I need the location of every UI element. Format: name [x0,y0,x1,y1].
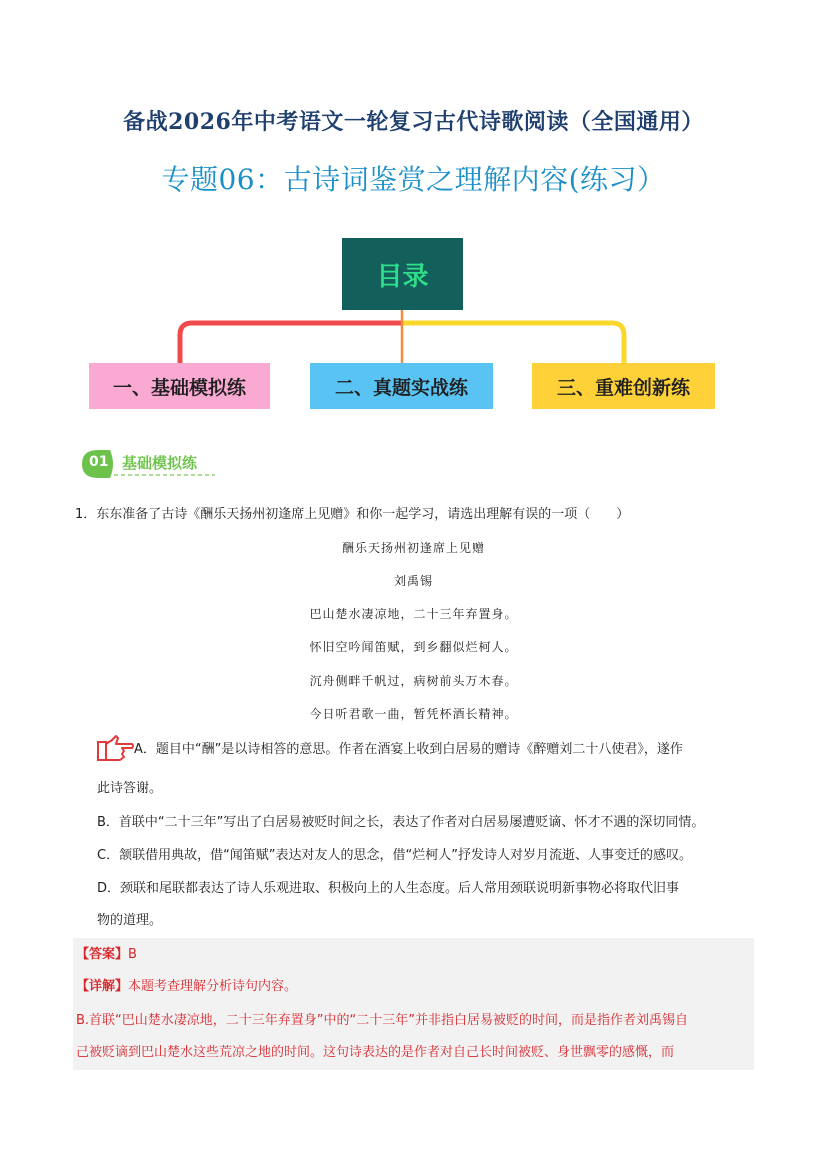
answer-line [76,945,754,965]
detail-label: 【详解】 [76,979,129,994]
option-a[interactable]: A．题目中“酬”是以诗相答的意思。作者在酒宴上收到白居易的赠诗《醉赠刘二十八使君》，遂作 [134,742,683,757]
option-a-continued: 此诗答谢。 [97,781,163,796]
explanation-line: 己被贬谪到巴山楚水这些荒凉之地的时间。这句诗表达的是作者对自己长时间被贬、身世飘零的感慨，而 [76,1045,675,1060]
poem-title: 酬乐天扬州初逢席上见赠 [341,541,485,555]
poem-author: 刘禹锡 [393,574,433,588]
detail-text: 本题考查理解分析诗句内容。 [128,979,298,994]
section-badge [80,448,220,478]
option-d[interactable]: D．颈联和尾联都表达了诗人乐观进取、积极向上的人生态度。后人常用颈联说明新事物必将取代旧事 [97,881,680,896]
explanation-line: B.首联“巴山楚水凄凉地，二十三年弃置身”中的“二十三年”并非指白居易被贬的时间，而是指作者刘禹锡自 [76,1013,688,1028]
section-number: 01 [89,454,109,470]
answer-label: 【答案】 [76,947,129,962]
poem-line: 沉舟侧畔千帆过，病树前头万木春。 [309,674,518,688]
question-stem: 1．东东准备了古诗《酬乐天扬州初逢席上见赠》和你一起学习，请选出理解有误的一项（ ） [75,507,630,522]
topic-title: 专题06：古诗词鉴赏之理解内容(练习） [161,163,666,196]
poem-line: 怀旧空吟闻笛赋，到乡翻似烂柯人。 [309,640,518,654]
detail-line [76,977,754,997]
section-label: 基础模拟练 [122,454,198,472]
option-d-continued: 物的道理。 [97,913,163,928]
poem-line: 巴山楚水凄凉地，二十三年弃置身。 [309,607,518,621]
toc-connector-lines [170,305,640,367]
toc-item-basic-practice[interactable]: 一、基础模拟练 [89,363,270,409]
answer-value: B [128,947,137,962]
option-b[interactable]: B．首联中“二十三年”写出了白居易被贬时间之长，表达了作者对白居易屡遭贬谪、怀才不遇的深切同情。 [97,815,705,830]
toc-title: 目录 [376,261,429,292]
toc-header-box [342,238,463,310]
option-c[interactable]: C．颔联借用典故，借“闻笛赋”表达对友人的思念，借“烂柯人”抒发诗人对岁月流逝、人事变迁的感叹。 [97,848,693,863]
toc-item-innovation-practice[interactable]: 三、重难创新练 [532,363,715,409]
pointing-hand-icon [96,734,136,764]
poem-line: 今日听君歌一曲，暂凭杯酒长精神。 [309,707,518,721]
toc-item-real-exam-practice[interactable]: 二、真题实战练 [310,363,493,409]
series-title: 备战2026年中考语文一轮复习古代诗歌阅读（全国通用） [123,109,704,135]
